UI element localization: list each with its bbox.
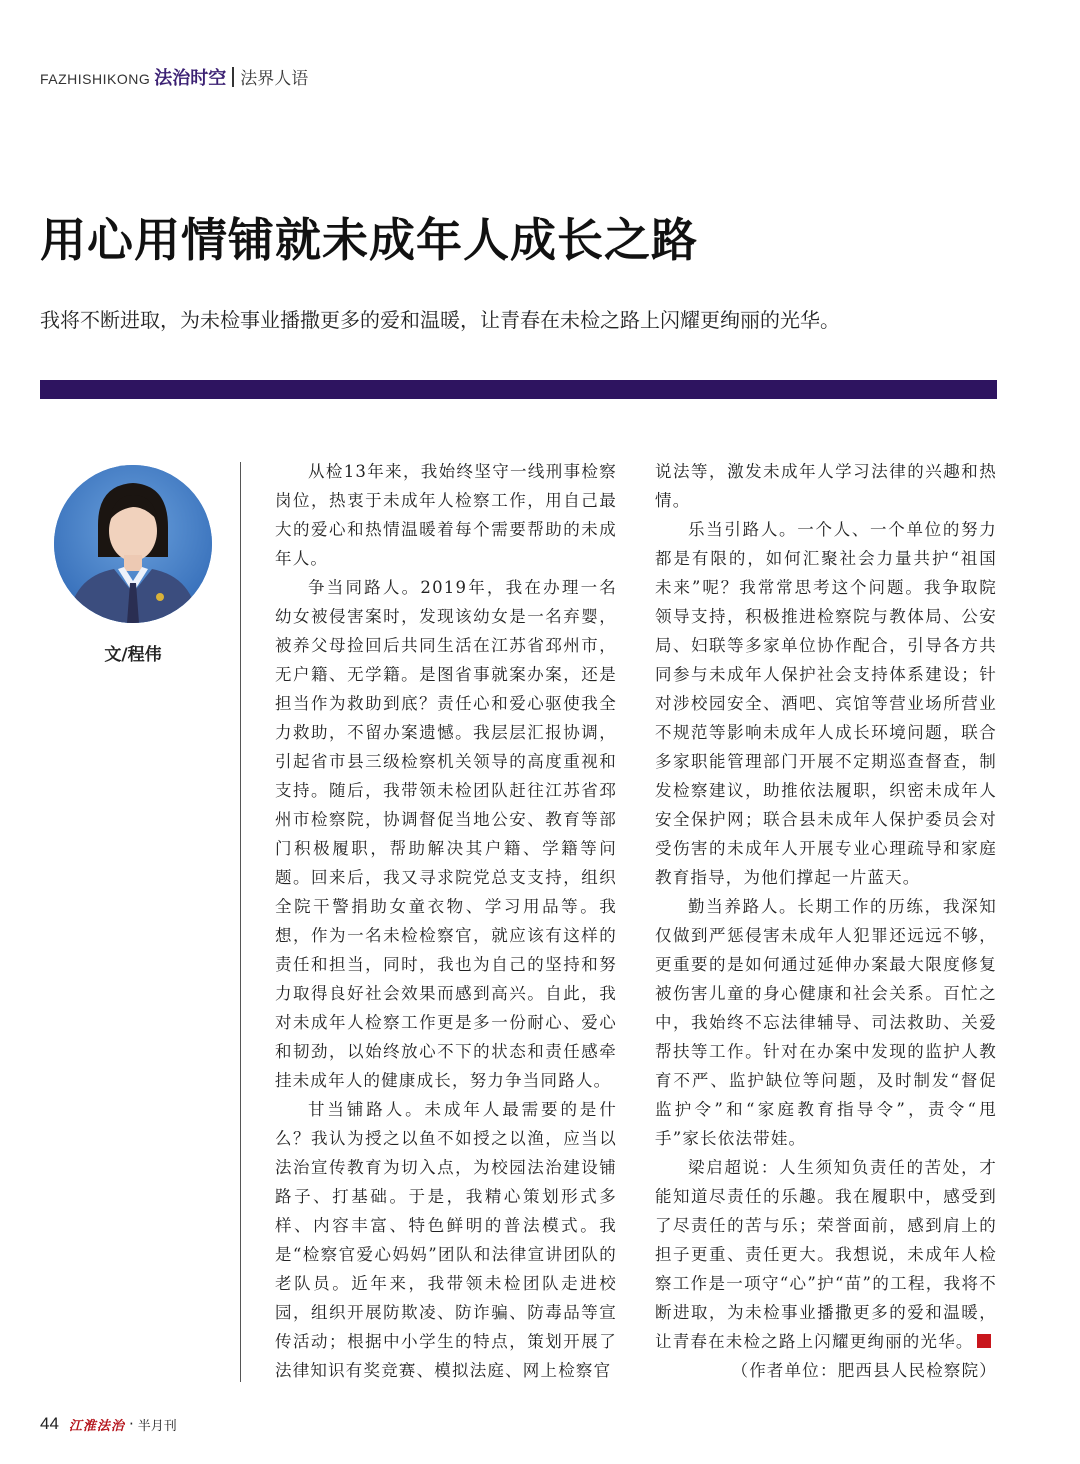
paragraph: 争当同路人。2019年，我在办理一名幼女被侵害案时，发现该幼女是一名弃婴，被养父母捡回后共同生活在江苏省邳州市，无户籍、无学籍。是图省事就案办案，还是担当作为救助到底？责任心和爱心驱使我全力救助，不留办案遗憾。我层层汇报协调，引起省市县三级检察机关领导的高度重视和支持。随后，我带领未检团队赶往江苏省邳州市检察院，协调督促当地公安、教育等部门积极履职，帮助解决其户籍、学籍等问题。回来后，我又寻求院党总支支持，组织全院干警捐助女童衣物、学习用品等。我想，作为一名未检检察官，就应该有这样的责任和担当，同时，我也为自己的坚持和努力取得良好社会效果而感到高兴。自此，我对未成年人检察工作更是多一份耐心、爱心和韧劲，以始终放心不下的状态和责任感牵挂未成年人的健康成长，努力争当同路人。 (275, 578, 617, 1090)
title-rule (40, 380, 997, 399)
closing-paragraph (655, 1153, 997, 1356)
closing-text: 梁启超说：人生须知负责任的苦处，才能知道尽责任的乐趣。我在履职中，感受到了尽责任的苦与乐；荣誉面前，感到肩上的担子更重、责任更大。我想说，未成年人检察工作是一项守“心”护“苗”的工程，我将不断进取，为未检事业播撒更多的爱和温暖，让青春在未检之路上闪耀更绚丽的光华。 (655, 1158, 997, 1351)
paragraph: 从检13年来，我始终坚守一线刑事检察岗位，热衷于未成年人检察工作，用自己最大的爱心和热情温暖着每个需要帮助的未成年人。 (275, 462, 617, 568)
column-divider (240, 462, 241, 1382)
portrait-illustration (54, 465, 212, 623)
author-portrait (54, 465, 212, 623)
body-column-1 (275, 457, 617, 1385)
running-header (40, 64, 308, 90)
publication-frequency: 半月刊 (137, 1418, 177, 1434)
article-subtitle: 我将不断进取，为未检事业播撒更多的爱和温暖，让青春在未检之路上闪耀更绚丽的光华。 (40, 308, 840, 332)
author-byline: 文/程伟 (104, 645, 162, 665)
header-column-name: 法治时空 (154, 68, 227, 89)
paragraph: 甘当铺路人。未成年人最需要的是什么？我认为授之以鱼不如授之以渔，应当以法治宣传教育为切入点，为校园法治建设铺路子、打基础。于是，我精心策划形式多样、内容丰富、特色鲜明的普法模式。我是“检察官爱心妈妈”团队和法律宣讲团队的老队员。近年来，我带领未检团队走进校园，组织开展防欺凌、防诈骗、防毒品等宣传活动；根据中小学生的特点，策划开展了法律知识有奖竞赛、模拟法庭、网上检察官 (275, 1100, 617, 1380)
page-footer (40, 1414, 177, 1434)
header-section-name: 法界人语 (240, 69, 309, 89)
magazine-logo: 江淮法治 (68, 1418, 125, 1434)
header-divider (232, 67, 234, 87)
paragraph: 勤当养路人。长期工作的历练，我深知仅做到严惩侵害未成年人犯罪还远远不够，更重要的是如何通过延伸办案最大限度修复被伤害儿童的身心健康和社会关系。百忙之中，我始终不忘法律辅导、司法救助、关爱帮扶等工作。针对在办案中发现的监护人教育不严、监护缺位等问题，及时制发“督促监护令”和“家庭教育指导令”，责令“甩手”家长依法带娃。 (655, 897, 997, 1148)
article-title: 用心用情铺就未成年人成长之路 (40, 213, 698, 267)
header-pinyin: FAZHISHIKONG (40, 71, 151, 87)
body-column-2 (655, 457, 997, 1385)
footer-separator: · (128, 1415, 134, 1433)
paragraph: 乐当引路人。一个人、一个单位的努力都是有限的，如何汇聚社会力量共护“祖国未来”呢？我常常思考这个问题。我争取院领导支持，积极推进检察院与教体局、公安局、妇联等多家单位协作配合，引导各方共同参与未成年人保护社会支持体系建设；针对涉校园安全、酒吧、宾馆等营业场所营业不规范等影响未成年人成长环境问题，联合多家职能管理部门开展不定期巡查督查，制发检察建议，助推依法履职，织密未成年人安全保护网；联合县未成年人保护委员会对受伤害的未成年人开展专业心理疏导和家庭教育指导，为他们撑起一片蓝天。 (655, 520, 997, 887)
author-unit: （作者单位：肥西县人民检察院） (731, 1361, 997, 1380)
end-mark-icon (977, 1334, 991, 1348)
page-number: 44 (40, 1414, 59, 1433)
paragraph-continued: 说法等，激发未成年人学习法律的兴趣和热情。 (655, 462, 997, 510)
